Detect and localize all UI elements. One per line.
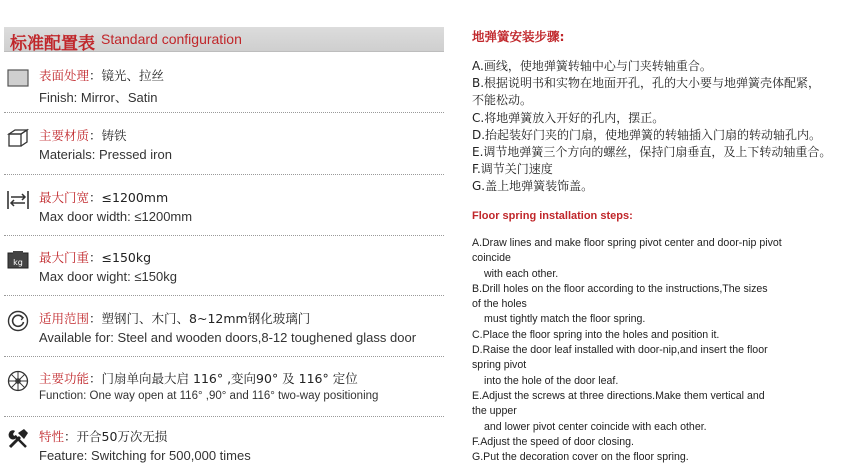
spec-row-door-weight <box>6 243 444 291</box>
install-step-en: D.Raise the door leaf installed with door-nip,and insert the floor <box>472 344 768 357</box>
spec-row-usage <box>6 304 444 352</box>
divider <box>4 295 444 296</box>
install-step-en: A.Draw lines and make floor spring pivot center and door-nip pivot <box>472 237 782 249</box>
install-step-cn: C.将地弹簧放入开好的孔内，摆正。 <box>472 110 665 125</box>
install-step-en: F.Adjust the speed of door closing. <box>472 435 634 448</box>
spec-row-feature <box>6 422 444 470</box>
install-step-en: G.Put the decoration cover on the floor spring. <box>472 451 689 464</box>
finish-swatch-icon <box>6 66 30 90</box>
install-step-en: B.Drill holes on the floor according to the instructions,The sizes <box>472 282 768 295</box>
spec-value: ：≤1200mm <box>89 190 169 205</box>
spec-row-function <box>6 364 444 412</box>
spec-line-en: Max door width: ≤1200mm <box>39 209 193 224</box>
divider <box>4 174 444 175</box>
install-step-en: C.Place the floor spring into the holes and position it. <box>472 328 720 341</box>
spec-row-materials <box>6 121 444 169</box>
spec-row-door-width <box>6 183 444 231</box>
spec-label: 最大门宽 <box>39 190 90 205</box>
svg-text:kg: kg <box>13 258 23 267</box>
spec-value: ：门扇单向最大启 116° ,变向90° 及 116° 定位 <box>89 371 358 386</box>
divider <box>4 235 444 236</box>
install-step-cn: F.调节关门速度 <box>472 162 553 177</box>
install-steps-en <box>472 236 860 465</box>
spec-header-bar <box>4 27 444 52</box>
usage-scope-icon <box>6 309 30 333</box>
spec-label: 主要功能 <box>39 371 90 386</box>
spec-label: 适用范围 <box>39 311 90 326</box>
install-step-cn: A.画线，使地弹簧转轴中心与门夹转轴重合。 <box>472 59 712 73</box>
spec-row-finish <box>6 61 444 109</box>
divider <box>4 356 444 357</box>
install-title-cn: 地弹簧安装步骤: <box>472 29 565 44</box>
install-step-cn: G.盖上地弹簧装饰盖。 <box>472 179 594 194</box>
spec-label: 主要材质 <box>39 128 90 143</box>
spec-value: ：镜光、拉丝 <box>89 68 165 83</box>
install-step-en: with each other. <box>484 267 559 280</box>
spec-line-en: Max door wight: ≤150kg <box>39 269 177 284</box>
spec-title-cn: 标准配置表 <box>10 34 95 54</box>
install-steps-cn <box>472 58 858 196</box>
install-step-en: must tightly match the floor spring. <box>484 313 646 326</box>
divider <box>4 416 444 417</box>
weight-kg-icon <box>6 248 30 272</box>
spec-line-en: Available for: Steel and wooden doors,8-12 toughened glass door <box>39 330 417 345</box>
install-step-en: coincide <box>472 252 511 265</box>
install-step-cn: E.调节地弹簧三个方向的螺丝，保持门扇垂直，及上下转动轴重合。 <box>472 145 832 160</box>
install-step-en: E.Adjust the screws at three directions.Make them vertical and <box>472 389 765 402</box>
spec-value: ：铸铁 <box>89 128 127 143</box>
spec-value: ：塑钢门、木门、8~12mm钢化玻璃门 <box>89 311 311 326</box>
door-width-icon <box>6 188 30 212</box>
divider <box>4 112 444 113</box>
install-step-cn: 不能松动。 <box>472 93 533 108</box>
function-wheel-icon <box>6 369 30 393</box>
spec-label: 表面处理 <box>39 68 90 83</box>
spec-line-en: Feature: Switching for 500,000 times <box>39 448 251 463</box>
spec-title-en: Standard configuration <box>101 31 242 47</box>
install-step-en: of the holes <box>472 298 527 311</box>
spec-line-en: Finish: Mirror、Satin <box>39 90 158 105</box>
install-step-en: and lower pivot center coincide with each other. <box>484 420 707 433</box>
install-step-en: the upper <box>472 405 517 418</box>
install-step-en: spring pivot <box>472 359 527 372</box>
spec-value: ：开合50万次无损 <box>64 429 168 444</box>
install-title-en: Floor spring installation steps: <box>472 210 633 222</box>
spec-label: 特性 <box>39 429 65 444</box>
install-step-cn: D.抬起装好门夹的门扇，使地弹簧的转轴插入门扇的转动轴孔内。 <box>472 127 822 142</box>
install-step-en: into the hole of the door leaf. <box>484 374 619 387</box>
install-step-cn: B.根据说明书和实物在地面开孔，孔的大小要与地弹簧壳体配紧， <box>472 76 821 91</box>
spec-value: ：≤150kg <box>89 250 152 265</box>
installation-panel <box>472 0 860 468</box>
spec-line-en: Function: One way open at 116° ,90° and 116° two-way positioning <box>39 390 379 402</box>
spec-label: 最大门重 <box>39 250 90 265</box>
spec-line-en: Materials: Pressed iron <box>39 147 172 162</box>
tools-icon <box>6 427 30 451</box>
material-cube-icon <box>6 126 30 150</box>
